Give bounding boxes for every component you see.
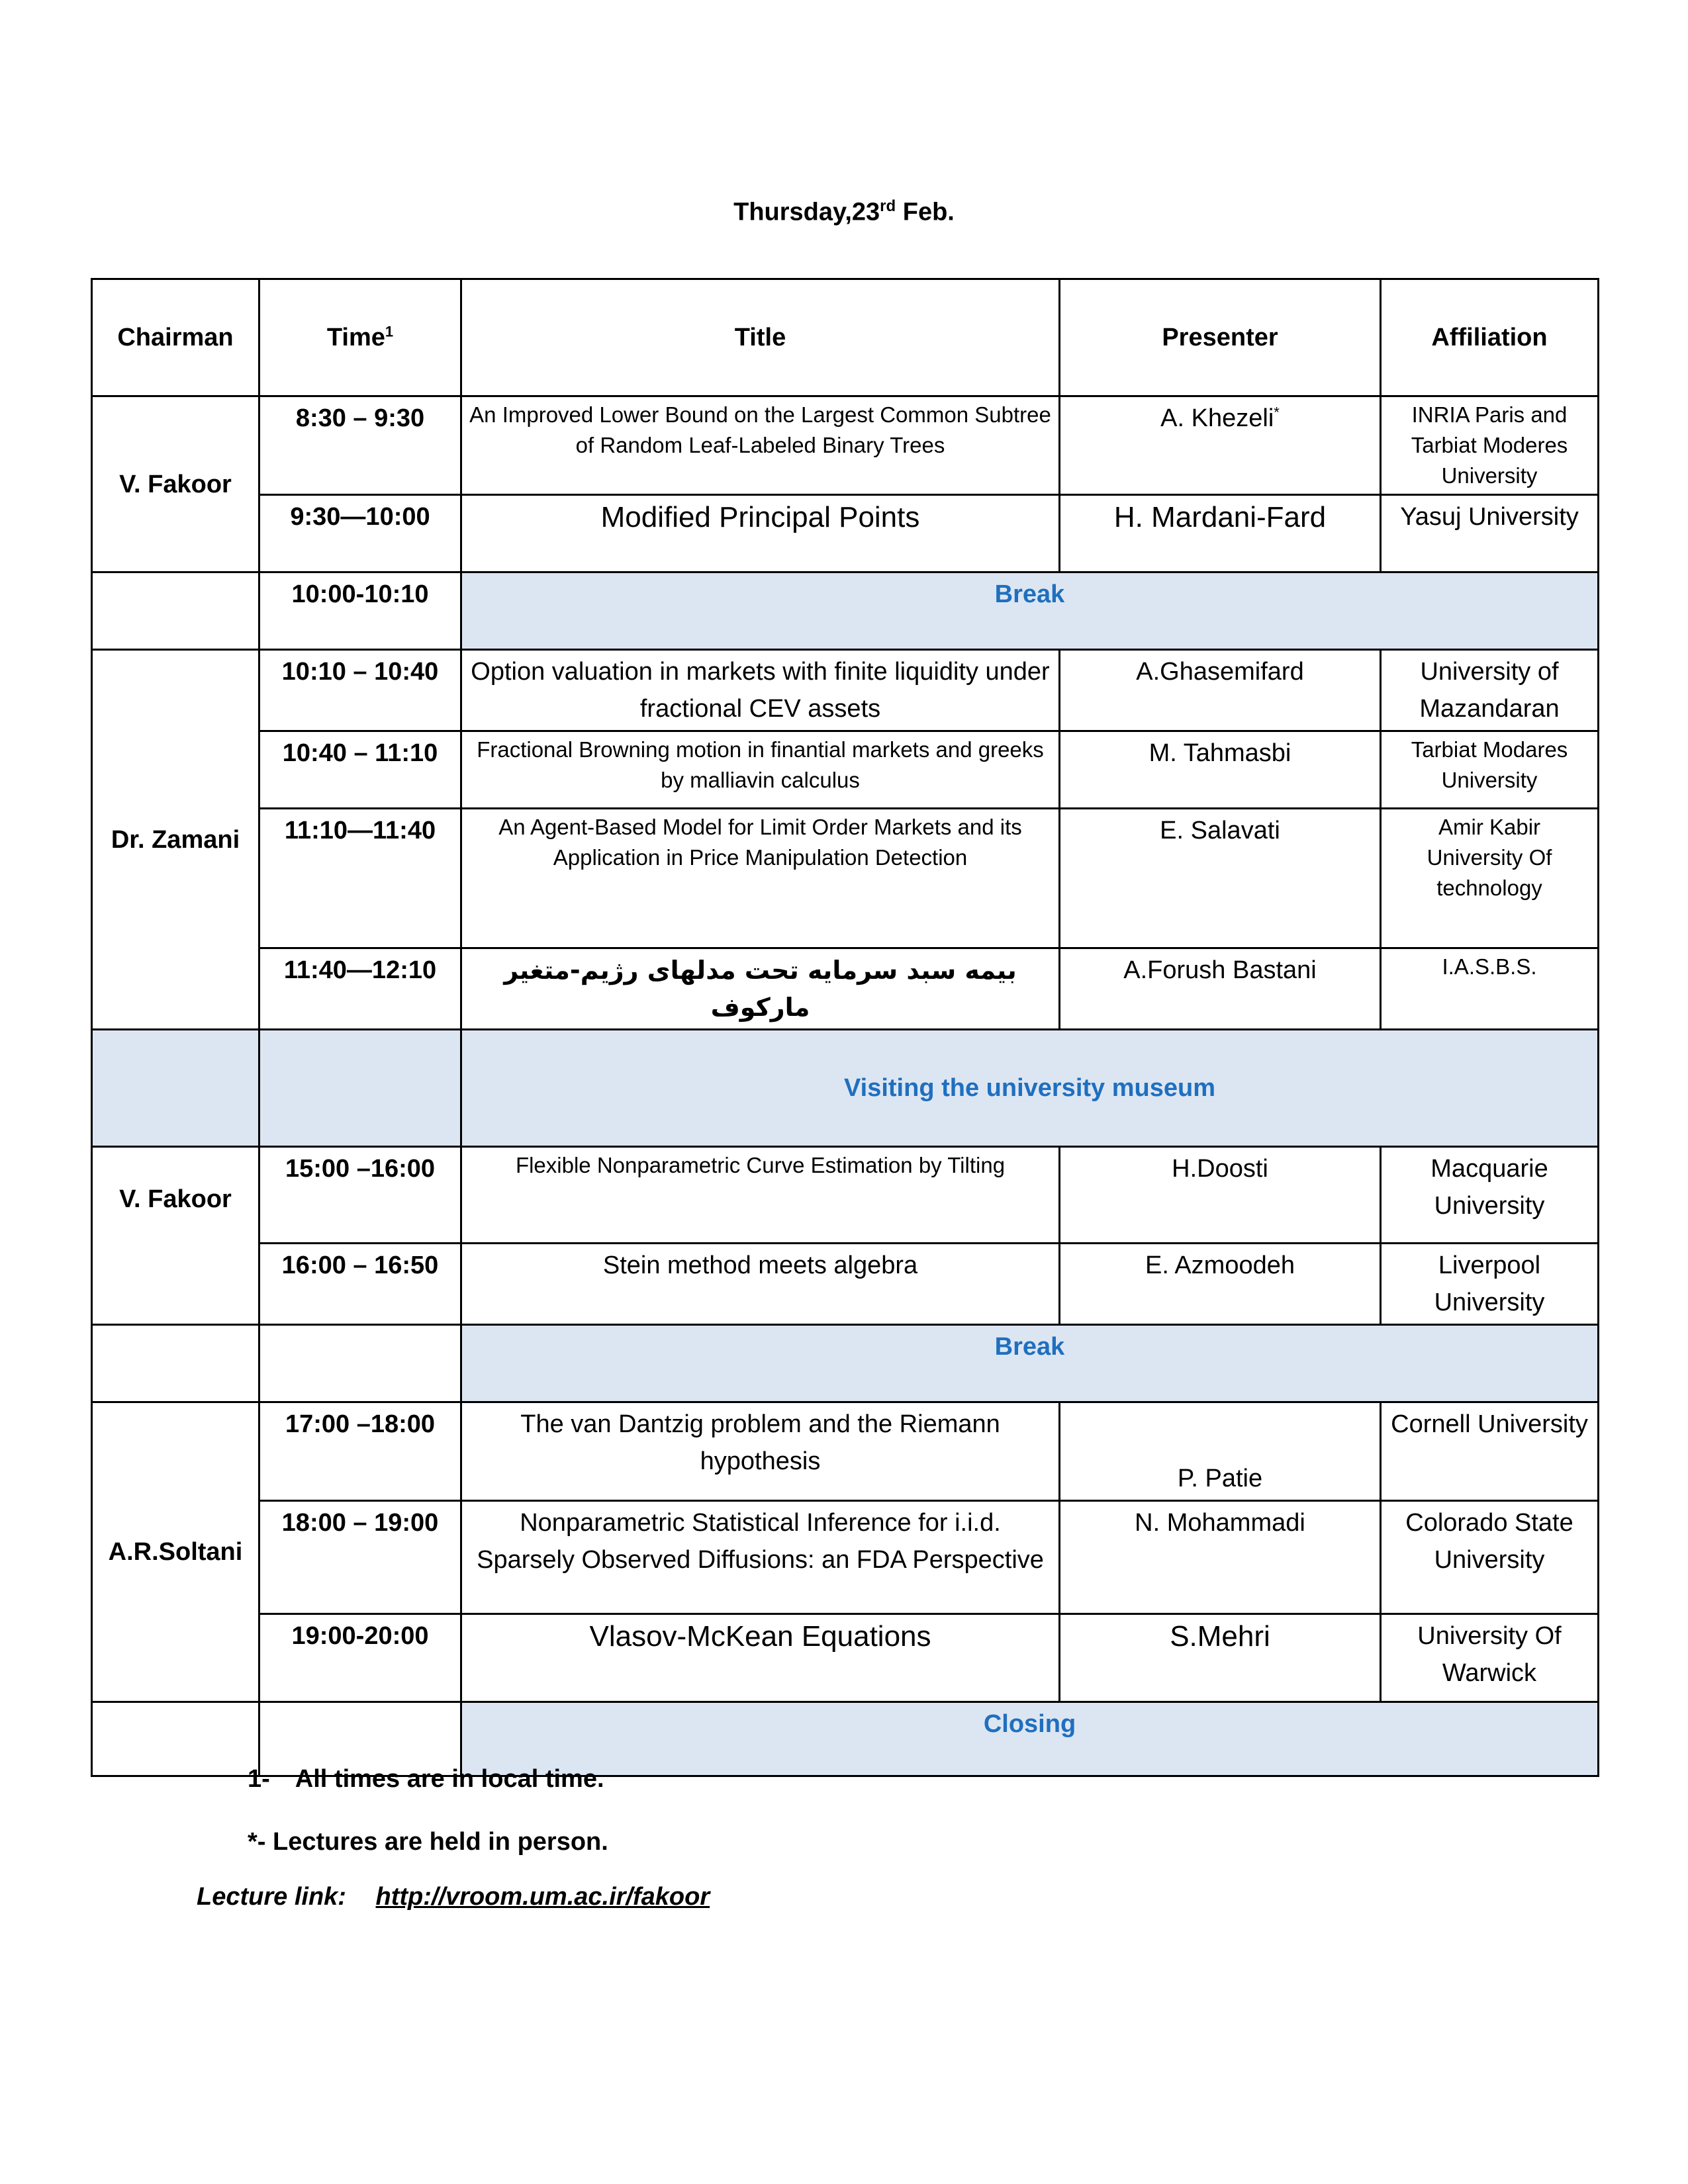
header-time: Time$^1$ [259,279,461,396]
title-cell: بیمه سبد سرمایه تحت مدلهای رژیم-متغیر مارکوف [461,948,1060,1030]
title-cell: Option valuation in markets with finite liquidity under fractional CEV assets [461,650,1060,731]
time-cell: 17:00 –18:00 [259,1402,461,1501]
header-presenter: Presenter [1060,279,1381,396]
affiliation-cell: I.A.S.B.S. [1381,948,1599,1030]
empty-cell [92,1702,259,1776]
table-row [92,1147,1599,1244]
chairman-cell: A.R.Soltani [92,1402,259,1702]
table-row [92,1614,1599,1702]
page-title: Thursday,23rd Feb. [733,197,955,226]
lecture-link-label: Lecture link: [197,1883,346,1911]
title-cell: The van Dantzig problem and the Riemann hypothesis [461,1402,1060,1501]
time-cell: 16:00 – 16:50 [259,1244,461,1325]
footnote-1: 1- All times are in local time. [248,1765,604,1793]
affiliation-cell: INRIA Paris and Tarbiat Moderes University [1381,396,1599,495]
empty-cell [259,1325,461,1402]
title-cell: An Agent-Based Model for Limit Order Markets and its Application in Price Manipulation Detection [461,809,1060,948]
affiliation-cell: Cornell University [1381,1402,1599,1501]
empty-cell [92,1325,259,1402]
empty-cell [92,572,259,650]
affiliation-cell: Macquarie University [1381,1147,1599,1244]
presenter-cell: H.Doosti [1060,1147,1381,1244]
table-row [92,948,1599,1030]
affiliation-cell: Tarbiat Modares University [1381,731,1599,809]
presenter-cell: E. Azmoodeh [1060,1244,1381,1325]
table-row [92,731,1599,809]
lecture-link[interactable]: http://vroom.um.ac.ir/fakoor [375,1883,710,1911]
presenter-cell: H. Mardani-Fard [1060,495,1381,572]
table-row [92,396,1599,495]
presenter-cell: A. Khezeli* [1060,396,1381,495]
chairman-cell: V. Fakoor [92,396,259,572]
title-cell: Stein method meets algebra [461,1244,1060,1325]
header-chairman: Chairman [92,279,259,396]
affiliation-cell: Amir Kabir University Of technology [1381,809,1599,948]
presenter-cell: A.Forush Bastani [1060,948,1381,1030]
header-row [92,279,1599,396]
title-cell: An Improved Lower Bound on the Largest Common Subtree of Random Leaf-Labeled Binary Trees [461,396,1060,495]
presenter-cell: E. Salavati [1060,809,1381,948]
time-cell: 9:30—10:00 [259,495,461,572]
affiliation-cell: Colorado State University [1381,1501,1599,1614]
empty-cell [92,1030,259,1147]
table-row [92,495,1599,572]
affiliation-cell: Yasuj University [1381,495,1599,572]
table-row [92,1402,1599,1501]
affiliation-cell: University Of Warwick [1381,1614,1599,1702]
lecture-link-line [197,1883,710,1911]
break-row [92,572,1599,650]
closing-label: Closing [461,1702,1599,1776]
footnote-2: *- Lectures are held in person. [248,1828,608,1856]
title-cell: Nonparametric Statistical Inference for i.i.d. Sparsely Observed Diffusions: an FDA Perspective [461,1501,1060,1614]
time-cell: 15:00 –16:00 [259,1147,461,1244]
table-row [92,1501,1599,1614]
break-label: Break [461,572,1599,650]
time-cell: 10:10 – 10:40 [259,650,461,731]
time-cell: 18:00 – 19:00 [259,1501,461,1614]
affiliation-cell: Liverpool University [1381,1244,1599,1325]
header-affiliation: Affiliation [1381,279,1599,396]
time-cell: 10:00-10:10 [259,572,461,650]
table-row [92,650,1599,731]
break-row [92,1325,1599,1402]
presenter-cell: M. Tahmasbi [1060,731,1381,809]
header-title: Title [461,279,1060,396]
title-cell: Vlasov-McKean Equations [461,1614,1060,1702]
time-cell: 11:10—11:40 [259,809,461,948]
museum-label: Visiting the university museum [461,1030,1599,1147]
time-cell: 8:30 – 9:30 [259,396,461,495]
presenter-cell: N. Mohammadi [1060,1501,1381,1614]
title-cell: Flexible Nonparametric Curve Estimation by Tilting [461,1147,1060,1244]
title-cell: Modified Principal Points [461,495,1060,572]
time-cell: 11:40—12:10 [259,948,461,1030]
title-cell: Fractional Browning motion in finantial markets and greeks by malliavin calculus [461,731,1060,809]
break-label: Break [461,1325,1599,1402]
chairman-cell: V. Fakoor [92,1147,259,1325]
break-row [92,1030,1599,1147]
table-row [92,809,1599,948]
affiliation-cell: University of Mazandaran [1381,650,1599,731]
presenter-cell: A.Ghasemifard [1060,650,1381,731]
table-row [92,1244,1599,1325]
time-cell: 19:00-20:00 [259,1614,461,1702]
time-cell: 10:40 – 11:10 [259,731,461,809]
empty-cell [259,1030,461,1147]
schedule-table [91,278,1599,1777]
presenter-cell: P. Patie [1060,1402,1381,1501]
presenter-cell: S.Mehri [1060,1614,1381,1702]
chairman-cell: Dr. Zamani [92,650,259,1030]
